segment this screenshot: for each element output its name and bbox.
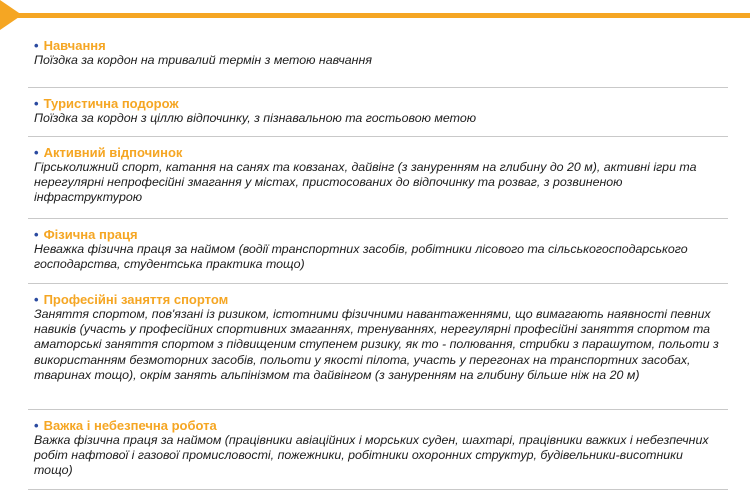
bullet-icon: •	[34, 96, 39, 111]
item-title: Фізична праця	[43, 227, 138, 242]
arrow-marker-icon	[0, 0, 22, 30]
divider	[28, 87, 728, 88]
item-title: Активний відпочинок	[43, 145, 183, 160]
item-title: Навчання	[43, 38, 106, 53]
list-item-tourism	[28, 96, 728, 127]
item-description: Важка фізична праця за наймом (працівники авіаційних і морських суден, шахтарі, працівники важких і небезпечних робіт нафтової і газової промисловості, пожежники, робітники охоронних структур, будівельники-висотники тощо)	[34, 433, 709, 478]
list-item-hazardous-work	[28, 418, 728, 480]
list-item-pro-sports	[28, 292, 728, 400]
bullet-icon: •	[34, 145, 39, 160]
item-description: Заняття спортом, пов'язані із ризиком, істотними фізичними навантаженнями, що вимагають наявності певних навиків (участь у професійних спортивних змаганнях, тренуваннях, нерегулярні професійні заняття спортом та аматорські заняття спортом з підвищеним ступенем ризику, як то - полювання, стрибки з парашутом, польоти з використанням безмоторних засобів, польоти у якості пілота, участь у перегонах на транспортних засобах, тваринах тощо), окрім занять альпінізмом та дайвінгом (з зануренням на глибину більше ніж на 20 м)	[34, 307, 719, 382]
item-description: Неважка фізична праця за наймом (водії транспортних засобів, робітники лісового та сільськогосподарського господарства, студентська практика тощо)	[34, 242, 688, 272]
item-description: Поїздка за кордон на тривалий термін з метою навчання	[34, 53, 372, 67]
divider	[28, 409, 728, 410]
bullet-icon: •	[34, 38, 39, 53]
activity-list	[28, 38, 728, 498]
item-description: Поїздка за кордон з ціллю відпочинку, з пізнавальною та гостьовою метою	[34, 111, 477, 125]
item-title: Важка і небезпечна робота	[43, 418, 217, 433]
bullet-icon: •	[34, 418, 39, 433]
top-accent-bar	[0, 13, 750, 18]
item-title: Туристична подорож	[43, 96, 179, 111]
bullet-icon: •	[34, 227, 39, 242]
divider	[28, 283, 728, 284]
bullet-icon: •	[34, 292, 39, 307]
item-description: Гірськолижний спорт, катання на санях та ковзанах, дайвінг (з зануренням на глибину до 20 м), активні ігри та нерегулярні непрофесійні змагання у містах, пристосованих до відпочинку та розваг, з розвиненою інфраструктурою	[34, 160, 697, 205]
divider	[28, 489, 728, 490]
list-item-active-leisure	[28, 145, 728, 209]
list-item-physical-work	[28, 227, 728, 274]
item-title: Професійні заняття спортом	[43, 292, 229, 307]
list-item-study	[28, 38, 728, 78]
divider	[28, 136, 728, 137]
divider	[28, 218, 728, 219]
